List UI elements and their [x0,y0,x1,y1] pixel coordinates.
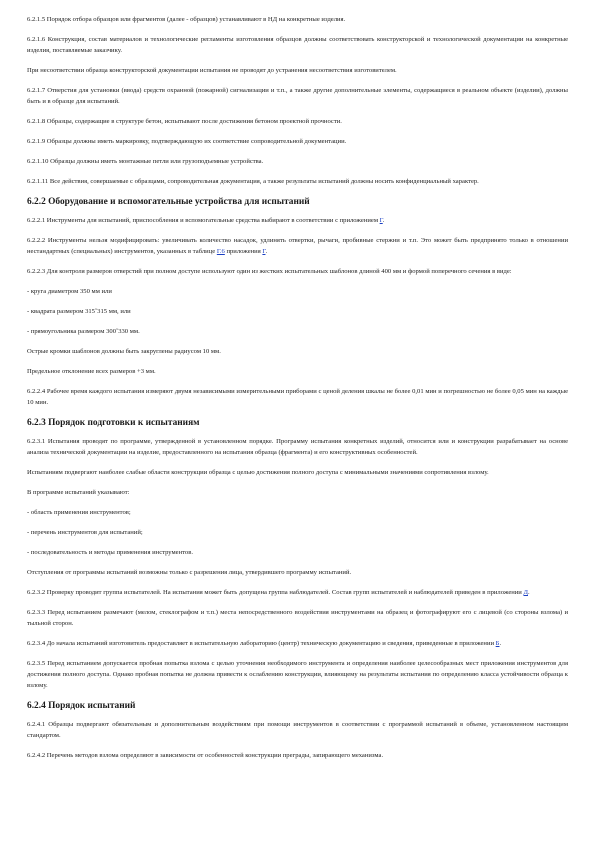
paragraph-weak-areas: Испытаниям подвергают наиболее слабые области конструкции образца с целью достижения полного доступа с минимальными значениями сопротивления взлому. [27,469,489,476]
paragraph-text: . [499,640,502,647]
paragraph-6-2-1-7: 6.2.1.7 Отверстия для установки (ввода) средств охранной (пожарной) сигнализации и т.п., а также другие дополнительные элементы, содержащиеся в реальном объекте (изделии), должны быть и в образце для испытаний. [27,87,568,105]
list-item-square: - квадрата размером 315ˇ315 мм, или [27,308,131,315]
paragraph-text: 6.2.3.2 Проверку проводит группа испытателей. На испытания может быть допущена группа наблюдателей. Состав групп испытателей и наблюдателей приведен в приложении [27,589,524,596]
paragraph-6-2-3-4 [27,638,568,649]
paragraph-text: 6.2.2.1 Инструменты для испытаний, приспособления и вспомогательные средства выбирают в соответствии с приложением [27,217,380,224]
paragraph-6-2-1-11: 6.2.1.11 Все действия, совершаемые с образцами, сопроводительная документация, а также результаты испытаний должны носить конфиденциальный характер. [27,178,479,185]
list-item-methods: - последовательность и методы применения инструментов. [27,549,193,556]
list-item-tools: - перечень инструментов для испытаний; [27,529,143,536]
paragraph-edges: Острые кромки шаблонов должны быть закруглены радиусом 10 мм. [27,348,221,355]
paragraph-6-2-2-2 [27,235,568,257]
paragraph-6-2-3-3: 6.2.3.3 Перед испытанием размечают (мелом, стеклографом и т.п.) места непосредственного воздействия инструментами на образец и фотографируют его с лицевой (со стороны взлома) и тыльной сторон. [27,609,568,627]
paragraph-6-2-1-9: 6.2.1.9 Образцы должны иметь маркировку, подтверждающую их соответствие сопроводительной документации. [27,138,347,145]
section-heading-6-2-4: 6.2.4 Порядок испытаний [27,701,136,711]
paragraph-6-2-4-1: 6.2.4.1 Образцы подвергают обязательным и дополнительным воздействиям при помощи инструментов в соответствии с программой испытаний в объеме, установленном настоящим стандартом. [27,721,568,739]
paragraph-6-2-4-2: 6.2.4.2 Перечень методов взлома определяют в зависимости от особенностей конструкции преграды, запирающего механизма. [27,752,384,759]
paragraph-6-2-1-8: 6.2.1.8 Образцы, содержащие в структуре бетон, испытывают после достижения бетоном проектной прочности. [27,118,342,125]
paragraph-6-2-3-5: 6.2.3.5 Перед испытанием допускается пробная попытка взлома с целью уточнения необходимого инструмента и определения наиболее целесообразных мест приложения инструментов для достижения полного доступа. Однако пробная попытка не должна привести к ослаблению конструкции, влияющему на результаты испытания по определению класса устойчивости образца к взлому. [27,660,568,689]
paragraph-6-2-1-5: 6.2.1.5 Порядок отбора образцов или фрагментов (далее - образцов) устанавливают в НД на конкретные изделия. [27,16,346,23]
paragraph-6-2-3-2 [27,587,568,598]
paragraph-6-2-2-4: 6.2.2.4 Рабочее время каждого испытания измеряют двумя независимыми измерительными приборами с ценой деления шкалы не более 0,01 мин и погрешностью не более 0,05 мин на каждые 10 мин. [27,388,568,406]
appendix-g-link[interactable]: Г [262,248,266,255]
list-item-circle: - круга диаметром 350 мм или [27,288,112,295]
section-heading-6-2-3: 6.2.3 Порядок подготовки к испытаниям [27,418,200,428]
paragraph-deviations: Отступления от программы испытаний возможны только с разрешения лица, утвердившего программу испытаний. [27,569,352,576]
paragraph-6-2-3-1: 6.2.3.1 Испытания проводят по программе, утвержденной в установленном порядке. Программу испытания конкретных изделий, относится или и конструкции разрабатывает на основе анализа технической документации на изделие, предоставленного на испытания образца (фрагмента) и его конструктивных особенностей. [27,438,568,456]
paragraph-text: . [382,217,385,224]
list-item-rectangle: - прямоугольника размером 300ˇ330 мм. [27,328,140,335]
paragraph-6-2-2-3: 6.2.2.3 Для контроля размеров отверстий при полном доступе используют один из жестких испытательных шаблонов длиной 400 мм и формой поперечного сечения в виде: [27,268,512,275]
appendix-g-link[interactable]: Г [379,217,383,224]
paragraph-program-contents: В программе испытаний указывают: [27,489,130,496]
paragraph-6-2-1-6: 6.2.1.6 Конструкция, состав материалов и технологические регламенты изготовления образцов должны соответствовать конструкторской и технологической документации на конкретные изделия, поставляемые заказчику. [27,36,568,54]
section-heading-6-2-2: 6.2.2 Оборудование и вспомогательные устройства для испытаний [27,197,310,207]
appendix-d-link[interactable]: Д [523,589,528,596]
paragraph-text: 6.2.2.2 Инструменты нельзя модифицировать: увеличивать количество насадок, удлинять отвертки, рычаги, пробивные стержни и т.п. Это может быть предпринято только в отношении нестандартных (специальных) инструментов, указанных в таблице [27,237,568,255]
paragraph-text: . [265,248,268,255]
paragraph-text: . [527,589,530,596]
paragraph-6-2-2-1 [27,215,568,226]
paragraph-tolerance: Предельное отклонение всех размеров +3 мм. [27,368,156,375]
paragraph-6-2-1-10: 6.2.1.10 Образцы должны иметь монтажные петли или грузоподъемные устройства. [27,158,264,165]
paragraph-nonconformity: При несоответствии образца конструкторской документации испытания не проводят до устранения несоответствия изготовителем. [27,67,397,74]
list-item-scope: - область применения инструментов; [27,509,131,516]
table-g6-link[interactable]: Г.6 [216,248,225,255]
paragraph-text: приложения [224,248,263,255]
paragraph-text: 6.2.3.4 До начала испытаний изготовитель предоставляет в испытательную лабораторию (центр) техническую документацию и сведения, приведенные в приложении [27,640,496,647]
appendix-b-link[interactable]: Б [495,640,500,647]
